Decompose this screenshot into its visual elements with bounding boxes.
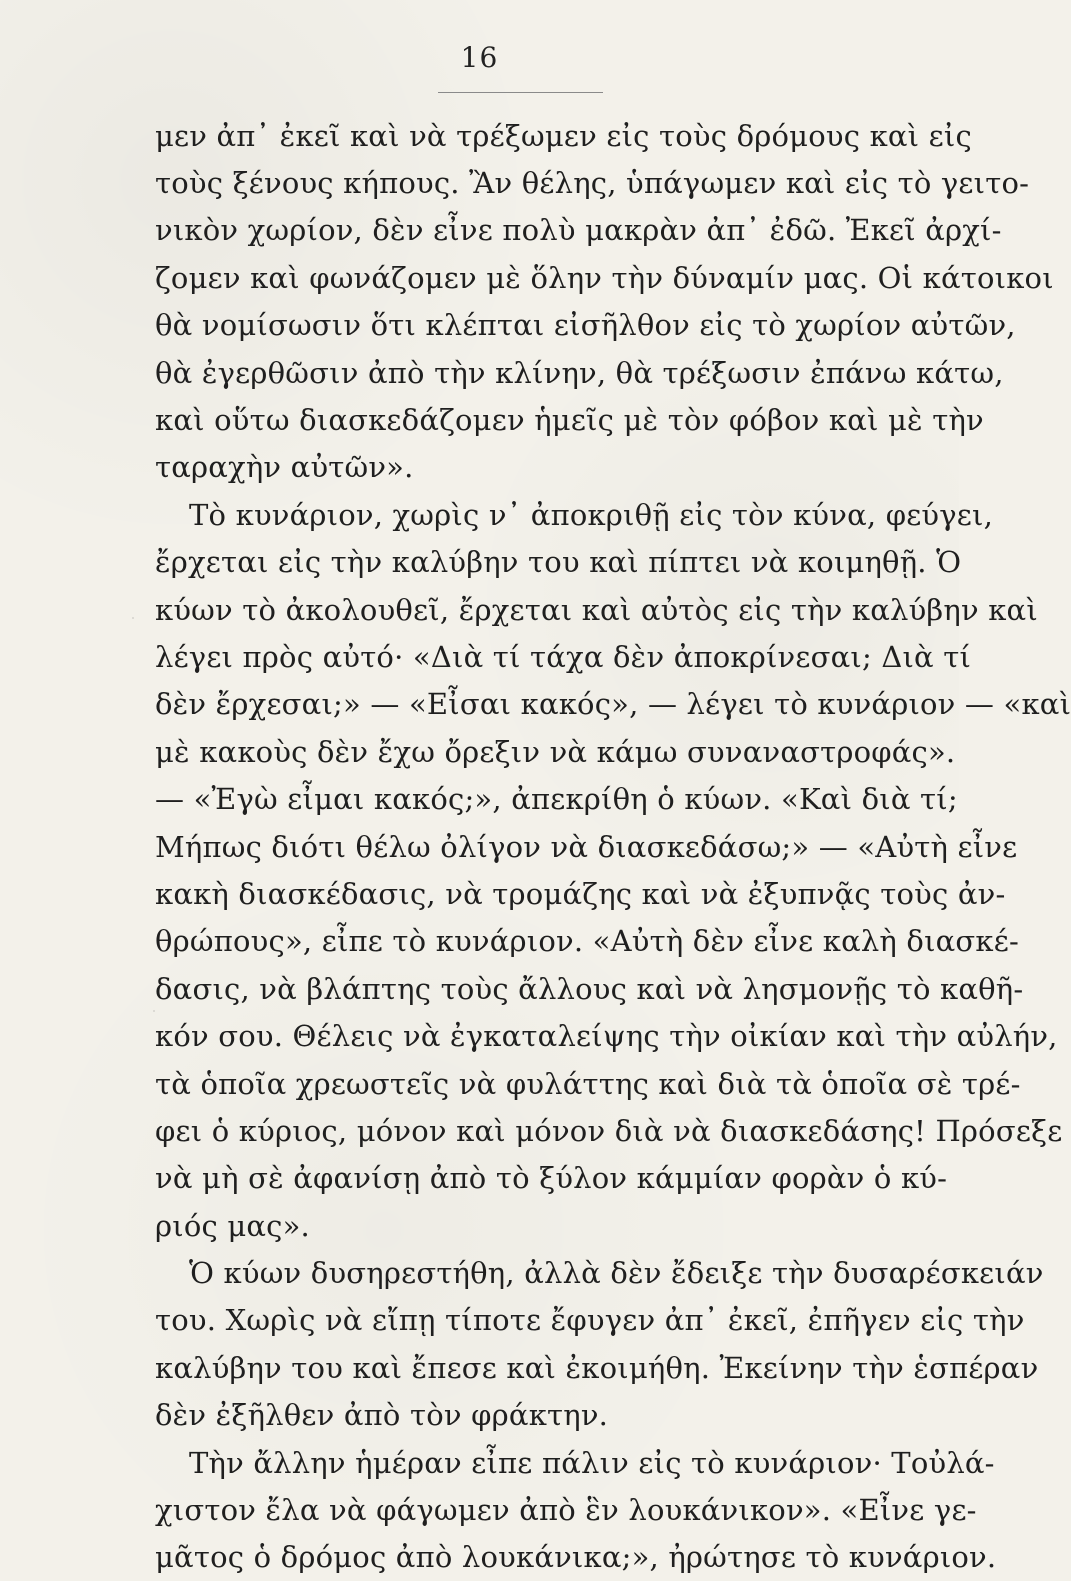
text-line-content: μᾶτος ὁ δρόμος ἀπὸ λουκάνικα;», ἠρώτησε τὸ κυνάριον. [155, 1540, 997, 1575]
text-line [155, 965, 1024, 1012]
text-line [155, 1344, 1039, 1391]
text-line-content: δὲν ἐξῆλθεν ἀπὸ τὸν φράκτην. [155, 1398, 609, 1433]
text-line [155, 1202, 925, 1249]
text-line-content: δασις, νὰ βλάπτης τοὺς ἄλλους καὶ νὰ λησμονῇς τὸ καθῆ- [155, 971, 1024, 1006]
text-line [155, 444, 925, 491]
text-line [155, 586, 1038, 633]
text-line-content: κόν σου. Θέλεις νὰ ἐγκαταλείψης τὴν οἰκίαν καὶ τὴν αὐλήν, [155, 1019, 1058, 1054]
text-line [155, 112, 972, 159]
text-line [155, 1060, 1021, 1107]
text-line [155, 254, 1054, 301]
paragraph-start-line [155, 1439, 995, 1486]
text-line [155, 1012, 1058, 1059]
text-line [155, 870, 1006, 917]
text-line [155, 159, 1030, 206]
text-line-content: ζομεν καὶ φωνάζομεν μὲ ὅλην τὴν δύναμίν μας. Οἱ κάτοικοι [155, 260, 1054, 295]
text-line-content: φει ὁ κύριος, μόνον καὶ μόνον διὰ νὰ διασκεδάσης! Πρόσεξε [155, 1113, 1063, 1148]
body-text [155, 112, 1071, 1581]
text-line-content: χιστον ἔλα νὰ φάγωμεν ἀπὸ ἓν λουκάνικον». «Εἶνε γε- [155, 1493, 977, 1528]
text-line [155, 1392, 925, 1439]
text-line [155, 775, 958, 822]
text-line-content: Τὴν ἄλλην ἡμέραν εἶπε πάλιν εἰς τὸ κυνάριον· Τοὐλά- [189, 1445, 995, 1480]
text-line-content: λέγει πρὸς αὐτό· «Διὰ τί τάχα δὲν ἀποκρίνεσαι; Διὰ τί [155, 639, 972, 674]
text-line [155, 1107, 1063, 1154]
paper-speck [153, 1010, 155, 1012]
text-line [155, 396, 984, 443]
text-line-content: κύων τὸ ἀκολουθεῖ, ἔρχεται καὶ αὐτὸς εἰς τὴν καλύβην καὶ [155, 592, 1038, 627]
paper-speck [945, 606, 947, 608]
text-line [155, 918, 1019, 965]
text-line-content: θρώπους», εἶπε τὸ κυνάριον. «Αὐτὴ δὲν εἶνε καλὴ διασκέ- [155, 924, 1019, 959]
text-line [155, 1155, 948, 1202]
text-line [155, 633, 972, 680]
paper-speck [132, 617, 134, 619]
text-line [155, 1534, 997, 1581]
text-line-content: νὰ μὴ σὲ ἀφανίσῃ ἀπὸ τὸ ξύλον κάμμίαν φορὰν ὁ κύ- [155, 1161, 948, 1196]
text-line-content: καὶ οὕτω διασκεδάζομεν ἡμεῖς μὲ τὸν φόβον καὶ μὲ τὴν [155, 403, 984, 438]
text-line-content: θὰ νομίσωσιν ὅτι κλέπται εἰσῆλθον εἰς τὸ χωρίον αὐτῶν, [155, 308, 1016, 343]
text-line-content: τὰ ὁποῖα χρεωστεῖς νὰ φυλάττης καὶ διὰ τὰ ὁποῖα σὲ τρέ- [155, 1066, 1021, 1101]
text-line-content: — «Ἐγὼ εἶμαι κακός;», ἀπεκρίθη ὁ κύων. «Καὶ διὰ τί; [155, 782, 958, 817]
text-line [155, 823, 1018, 870]
page-number: 16 [460, 41, 499, 74]
paragraph-start-line [155, 1249, 1044, 1296]
text-line-content: ριός μας». [155, 1208, 310, 1243]
text-line-content: καλύβην του καὶ ἔπεσε καὶ ἐκοιμήθη. Ἐκείνην τὴν ἑσπέραν [155, 1350, 1039, 1385]
text-line-content: κακὴ διασκέδασις, νὰ τρομάζης καὶ νὰ ἐξυπνᾷς τοὺς ἀν- [155, 876, 1006, 911]
text-line [155, 349, 1004, 396]
text-line [155, 1297, 1025, 1344]
paragraph-start-line [155, 491, 993, 538]
text-line-content: του. Χωρὶς νὰ εἴπῃ τίποτε ἔφυγεν ἀπ᾽ ἐκεῖ, ἐπῆγεν εἰς τὴν [155, 1303, 1025, 1338]
text-line [155, 1486, 977, 1533]
text-line [155, 681, 1071, 728]
text-line-content: μεν ἀπ᾽ ἐκεῖ καὶ νὰ τρέξωμεν εἰς τοὺς δρόμους καὶ εἰς [155, 118, 972, 153]
text-line-content: ἔρχεται εἰς τὴν καλύβην του καὶ πίπτει νὰ κοιμηθῇ. Ὁ [155, 545, 962, 580]
text-line-content: ταραχὴν αὐτῶν». [155, 450, 414, 485]
page-header [0, 41, 959, 74]
header-rule [438, 92, 603, 93]
text-line-content: τοὺς ξένους κήπους. Ἂν θέλης, ὑπάγωμεν καὶ εἰς τὸ γειτο- [155, 166, 1030, 201]
text-line-content: θὰ ἐγερθῶσιν ἀπὸ τὴν κλίνην, θὰ τρέξωσιν ἐπάνω κάτω, [155, 355, 1004, 390]
text-line [155, 302, 1016, 349]
text-line [155, 728, 956, 775]
text-line-content: Τὸ κυνάριον, χωρὶς ν᾽ ἀποκριθῇ εἰς τὸν κύνα, φεύγει, [189, 497, 993, 532]
text-line-content: Μήπως διότι θέλω ὀλίγον νὰ διασκεδάσω;» — «Αὐτὴ εἶνε [155, 829, 1018, 864]
text-line-content: νικὸν χωρίον, δὲν εἶνε πολὺ μακρὰν ἀπ᾽ ἐδῶ. Ἐκεῖ ἀρχί- [155, 213, 1002, 248]
text-line-content: Ὁ κύων δυσηρεστήθη, ἀλλὰ δὲν ἔδειξε τὴν δυσαρέσκειάν [189, 1256, 1044, 1291]
text-line-content: μὲ κακοὺς δὲν ἔχω ὄρεξιν νὰ κάμω συναναστροφάς». [155, 734, 956, 769]
text-line-content: δὲν ἔρχεσαι;» — «Εἶσαι κακός», — λέγει τὸ κυνάριον — «καὶ [155, 687, 1071, 722]
text-line [155, 539, 962, 586]
text-line [155, 207, 1002, 254]
